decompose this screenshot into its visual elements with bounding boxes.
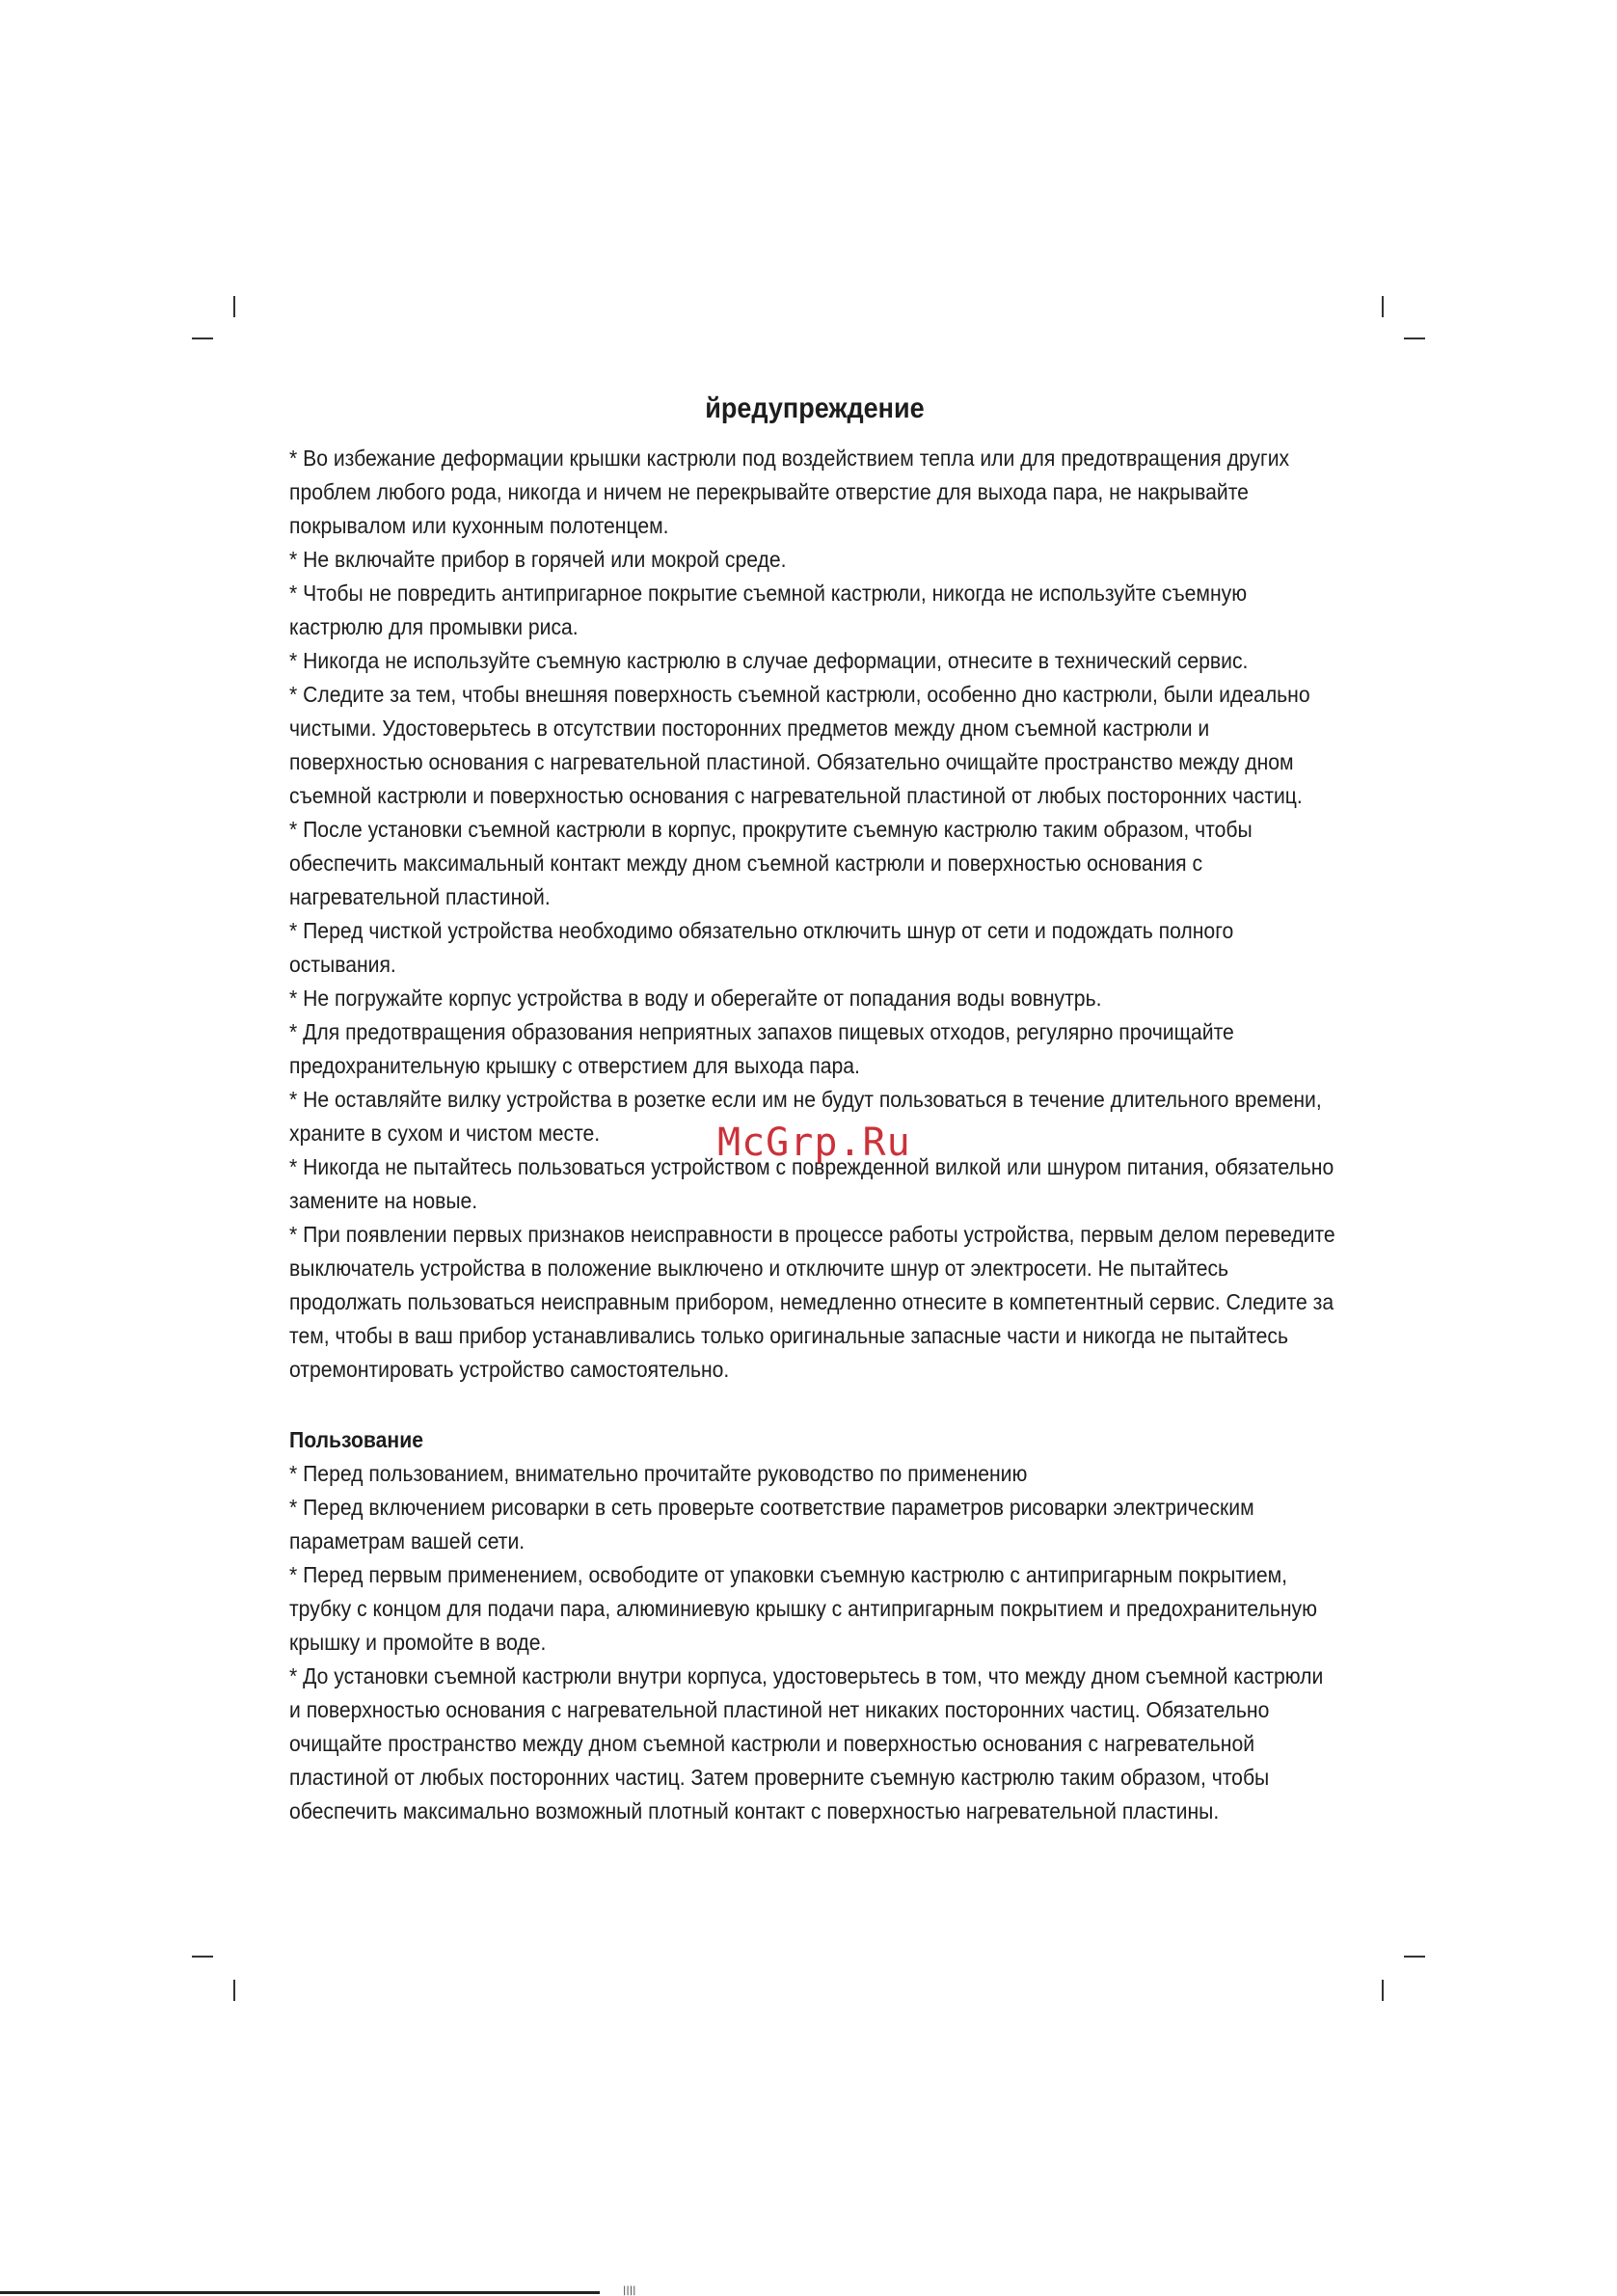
warning-paragraph: * При появлении первых признаков неисправности в процессе работы устройства, первым делом переведите выключатель устройства в положение выключено и отключите шнур от электросети. Не пытайтесь продолжать пользоваться неисправным прибором, немедленно отнесите в компетентный сервис. Следите за тем, чтобы в ваш прибор устанавливались только оригинальные запасные части и никогда не пытайтесь отремонтировать устройство самостоятельно. xyxy=(289,1222,1335,1382)
warning-paragraph: * После установки съемной кастрюли в корпус, прокрутите съемную кастрюлю таким образом, чтобы обеспечить максимальный контакт между дном съемной кастрюли и поверхностью основания с нагревательной пластиной. xyxy=(289,817,1253,909)
crop-mark-bottom-left-vertical xyxy=(233,1980,235,2001)
warning-paragraph: * Не включайте прибор в горячей или мокрой среде. xyxy=(289,547,787,572)
warning-paragraph: * Перед чисткой устройства необходимо обязательно отключить шнур от сети и подождать полного остывания. xyxy=(289,918,1234,977)
warning-title: йредупреждение xyxy=(705,392,925,424)
warning-paragraph: * Для предотвращения образования неприятных запахов пищевых отходов, регулярно прочищайте предохранительную крышку с отверстием для выхода пара. xyxy=(289,1019,1234,1078)
warning-paragraph: * Чтобы не повредить антипригарное покрытие съемной кастрюли, никогда не используйте съемную кастрюлю для промывки риса. xyxy=(289,581,1248,639)
usage-paragraph: * Перед первым применением, освободите от упаковки съемную кастрюлю с антипригарным покрытием, трубку с концом для подачи пара, алюминиевую крышку с антипригарным покрытием и предохранительную крышку и промойте в воде. xyxy=(289,1562,1317,1655)
crop-mark-top-left-vertical xyxy=(233,296,235,317)
usage-paragraph: * Перед включением рисоварки в сеть проверьте соответствие параметров рисоварки электрическим параметрам вашей сети. xyxy=(289,1495,1254,1553)
crop-mark-top-right-horizontal xyxy=(1404,338,1425,339)
warning-paragraph: * Никогда не используйте съемную кастрюлю в случае деформации, отнесите в технический сервис. xyxy=(289,648,1249,673)
usage-section xyxy=(289,1457,1340,1828)
bottom-ticks-decoration: |||| xyxy=(623,2285,636,2296)
crop-mark-bottom-right-vertical xyxy=(1382,1980,1384,2001)
warning-paragraph: * Следите за тем, чтобы внешняя поверхность съемной кастрюли, особенно дно кастрюли, были идеально чистыми. Удостоверьтесь в отсутствии посторонних предметов между дном съемной кастрюли и поверхностью основания с нагревательной пластиной. Обязательно очищайте пространство между дном съемной кастрюли и поверхностью основания с нагревательной пластиной от любых посторонних частиц. xyxy=(289,682,1310,808)
usage-paragraph: * До установки съемной кастрюли внутри корпуса, удостоверьтесь в том, что между дном съемной кастрюли и поверхностью основания с нагревательной пластиной нет никаких посторонних частиц. Обязательно очищайте пространство между дном съемной кастрюли и поверхностью основания с нагревательной пластиной от любых посторонних частиц. Затем проверните съемную кастрюлю таким образом, чтобы обеспечить максимально возможный плотный контакт с поверхностью нагревательной пластины. xyxy=(289,1663,1324,1823)
usage-heading: Пользование xyxy=(289,1427,423,1452)
crop-mark-top-left-horizontal xyxy=(192,338,213,339)
crop-mark-bottom-right-horizontal xyxy=(1404,1956,1425,1958)
warning-paragraph: * Во избежание деформации крышки кастрюли под воздействием тепла или для предотвращения других проблем любого рода, никогда и ничем не перекрывайте отверстие для выхода пара, не накрывайте покрывалом или кухонным полотенцем. xyxy=(289,446,1290,538)
warning-paragraph: * Никогда не пытайтесь пользоваться устройством с поврежденной вилкой или шнуром питания, обязательно замените на новые. xyxy=(289,1154,1334,1213)
document-content xyxy=(289,386,1335,1828)
warning-paragraph: * Не оставляйте вилку устройства в розетке если им не будут пользоваться в течение длительного времени, храните в сухом и чистом месте. xyxy=(289,1087,1322,1146)
crop-mark-bottom-left-horizontal xyxy=(192,1956,213,1958)
crop-mark-top-right-vertical xyxy=(1382,296,1384,317)
usage-paragraph: * Перед пользованием, внимательно прочитайте руководство по применению xyxy=(289,1461,1028,1486)
warning-paragraph: * Не погружайте корпус устройства в воду и оберегайте от попадания воды вовнутрь. xyxy=(289,986,1102,1011)
bottom-rule-divider xyxy=(0,2291,600,2294)
watermark: McGrp.Ru xyxy=(717,1121,911,1165)
warning-section xyxy=(289,442,1340,1387)
